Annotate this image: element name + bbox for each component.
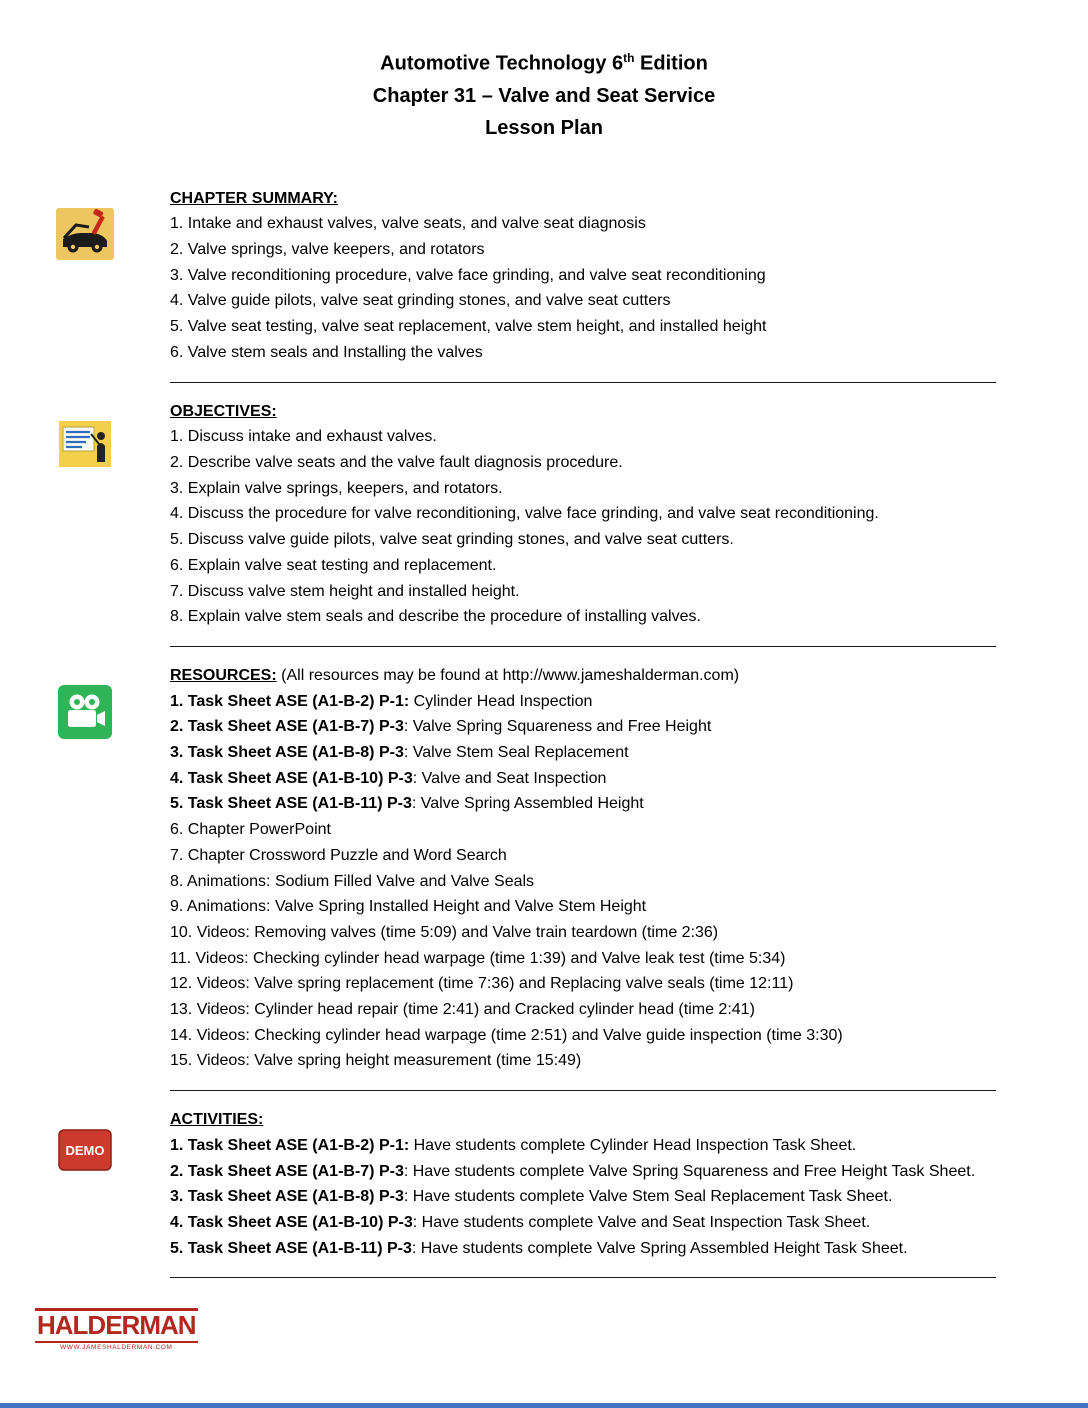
heading-text: ACTIVITIES: — [170, 1111, 264, 1129]
chapter-summary-section — [0, 186, 1088, 366]
objective-item: 1. Discuss intake and exhaust valves. — [170, 428, 437, 446]
presentation-board-icon — [59, 421, 111, 467]
resource-item-text: 14. Videos: Checking cylinder head warpage (time 2:51) and Valve guide inspection (time 3:30) — [170, 1026, 843, 1044]
resource-item-text: 12. Videos: Valve spring replacement (time 7:36) and Replacing valve seals (time 12:11) — [170, 975, 794, 993]
resource-item — [170, 869, 996, 895]
objective-item: 6. Explain valve seat testing and replacement. — [170, 556, 497, 574]
summary-item: 6. Valve stem seals and Installing the valves — [170, 343, 483, 361]
resource-item-text: : Valve and Seat Inspection — [412, 769, 607, 787]
chapter-summary-heading — [170, 186, 996, 212]
resource-item-label: 5. Task Sheet ASE (A1-B-11) P-3 — [170, 795, 412, 813]
activities-section — [0, 1107, 1088, 1261]
activity-item-text: : Have students complete Valve Spring Assembled Height Task Sheet. — [411, 1239, 908, 1257]
title-line-1 — [0, 42, 1088, 80]
objective-item: 4. Discuss the procedure for valve reconditioning, valve face grinding, and valve seat reconditioning. — [170, 505, 879, 523]
resource-item-label: 2. Task Sheet ASE (A1-B-7) P-3 — [170, 718, 404, 736]
objective-item: 8. Explain valve stem seals and describe the procedure of installing valves. — [170, 608, 701, 626]
resource-item-text: : Valve Stem Seal Replacement — [403, 744, 629, 762]
resource-item-text: : Valve Spring Squareness and Free Height — [403, 718, 712, 736]
summary-item: 4. Valve guide pilots, valve seat grinding stones, and valve seat cutters — [170, 292, 671, 310]
activity-item — [170, 1184, 996, 1210]
resource-item — [170, 997, 996, 1023]
section-divider — [170, 1090, 996, 1091]
resource-item-text: 11. Videos: Checking cylinder head warpage (time 1:39) and Valve leak test (time 5:34) — [170, 949, 786, 967]
resource-item — [170, 714, 996, 740]
activity-item — [170, 1159, 996, 1185]
resource-item-label: 3. Task Sheet ASE (A1-B-8) P-3 — [170, 744, 404, 762]
summary-item: 3. Valve reconditioning procedure, valve face grinding, and valve seat reconditioning — [170, 266, 766, 284]
halderman-logo — [35, 1308, 198, 1351]
objective-item: 3. Explain valve springs, keepers, and rotators. — [170, 479, 503, 497]
section-divider — [170, 1277, 996, 1278]
heading-text: RESOURCES: — [170, 666, 277, 684]
resource-item-text: 15. Videos: Valve spring height measurement (time 15:49) — [170, 1052, 582, 1070]
title-line-3: Lesson Plan — [485, 116, 603, 139]
resource-item-text: 9. Animations: Valve Spring Installed Height and Valve Stem Height — [170, 898, 647, 916]
demo-icon — [58, 1129, 112, 1171]
summary-item: 1. Intake and exhaust valves, valve seats, and valve seat diagnosis — [170, 215, 646, 233]
activity-item — [170, 1236, 996, 1262]
car-repair-icon — [56, 208, 114, 260]
resources-heading — [170, 663, 996, 689]
document-header — [0, 0, 1088, 144]
activity-item-label: 1. Task Sheet ASE (A1-B-2) P-1: — [170, 1136, 410, 1154]
footer-accent-bar — [0, 1403, 1088, 1408]
resource-item-text: 7. Chapter Crossword Puzzle and Word Search — [170, 846, 507, 864]
resources-note: (All resources may be found at http://www.jameshalderman.com) — [276, 666, 740, 684]
resource-item — [170, 894, 996, 920]
activities-heading — [170, 1107, 996, 1133]
activity-item-text: : Have students complete Valve Stem Seal Replacement Task Sheet. — [403, 1188, 893, 1206]
video-camera-icon — [58, 685, 112, 739]
icon-gutter — [0, 399, 170, 630]
title-line-2: Chapter 31 – Valve and Seat Service — [372, 84, 716, 107]
activity-item — [170, 1133, 996, 1159]
icon-gutter — [0, 186, 170, 366]
resource-item-text: : Valve Spring Assembled Height — [411, 795, 644, 813]
activity-item-text: Have students complete Cylinder Head Inspection Task Sheet. — [409, 1136, 857, 1154]
title-superscript: th — [623, 51, 635, 65]
resource-item — [170, 946, 996, 972]
resource-item — [170, 791, 996, 817]
resource-item — [170, 843, 996, 869]
resource-item — [170, 766, 996, 792]
resource-item-label: 4. Task Sheet ASE (A1-B-10) P-3 — [170, 769, 413, 787]
demo-icon-label: DEMO — [65, 1143, 105, 1159]
activity-item-label: 5. Task Sheet ASE (A1-B-11) P-3 — [170, 1239, 412, 1257]
activity-item-text: : Have students complete Valve and Seat Inspection Task Sheet. — [412, 1213, 871, 1231]
objective-item: 7. Discuss valve stem height and installed height. — [170, 582, 520, 600]
resource-item — [170, 740, 996, 766]
resources-section — [0, 663, 1088, 1074]
resource-item — [170, 689, 996, 715]
heading-text: CHAPTER SUMMARY: — [170, 189, 338, 207]
icon-gutter — [0, 663, 170, 1074]
resource-item-text: 10. Videos: Removing valves (time 5:09) and Valve train teardown (time 2:36) — [170, 923, 719, 941]
resource-item-text: 13. Videos: Cylinder head repair (time 2:41) and Cracked cylinder head (time 2:41) — [170, 1001, 755, 1019]
resource-item-text: 6. Chapter PowerPoint — [170, 821, 331, 839]
resource-item — [170, 1048, 996, 1074]
section-divider — [170, 382, 996, 383]
icon-gutter — [0, 1107, 170, 1261]
resource-item-label: 1. Task Sheet ASE (A1-B-2) P-1: — [170, 692, 410, 710]
summary-item: 5. Valve seat testing, valve seat replacement, valve stem height, and installed height — [170, 318, 767, 336]
halderman-logo-text: HALDERMAN — [35, 1308, 198, 1343]
resource-item-text: Cylinder Head Inspection — [409, 692, 593, 710]
summary-item: 2. Valve springs, valve keepers, and rotators — [170, 241, 485, 259]
heading-text: OBJECTIVES: — [170, 402, 277, 420]
halderman-logo-url: WWW.JAMESHALDERMAN.COM — [60, 1344, 173, 1352]
section-divider — [170, 646, 996, 647]
activity-item-label: 3. Task Sheet ASE (A1-B-8) P-3 — [170, 1188, 404, 1206]
objective-item: 5. Discuss valve guide pilots, valve seat grinding stones, and valve seat cutters. — [170, 531, 734, 549]
resource-item — [170, 817, 996, 843]
activity-item-text: : Have students complete Valve Spring Squareness and Free Height Task Sheet. — [403, 1162, 976, 1180]
objectives-section — [0, 399, 1088, 630]
resource-item — [170, 971, 996, 997]
resource-item-text: 8. Animations: Sodium Filled Valve and Valve Seals — [170, 872, 535, 890]
title-text: Automotive Technology 6 — [380, 52, 624, 75]
activity-item-label: 4. Task Sheet ASE (A1-B-10) P-3 — [170, 1213, 413, 1231]
objectives-heading — [170, 399, 996, 425]
objective-item: 2. Describe valve seats and the valve fault diagnosis procedure. — [170, 453, 623, 471]
title-text: Edition — [634, 52, 708, 75]
activity-item — [170, 1210, 996, 1236]
activity-item-label: 2. Task Sheet ASE (A1-B-7) P-3 — [170, 1162, 404, 1180]
resource-item — [170, 1023, 996, 1049]
resource-item — [170, 920, 996, 946]
